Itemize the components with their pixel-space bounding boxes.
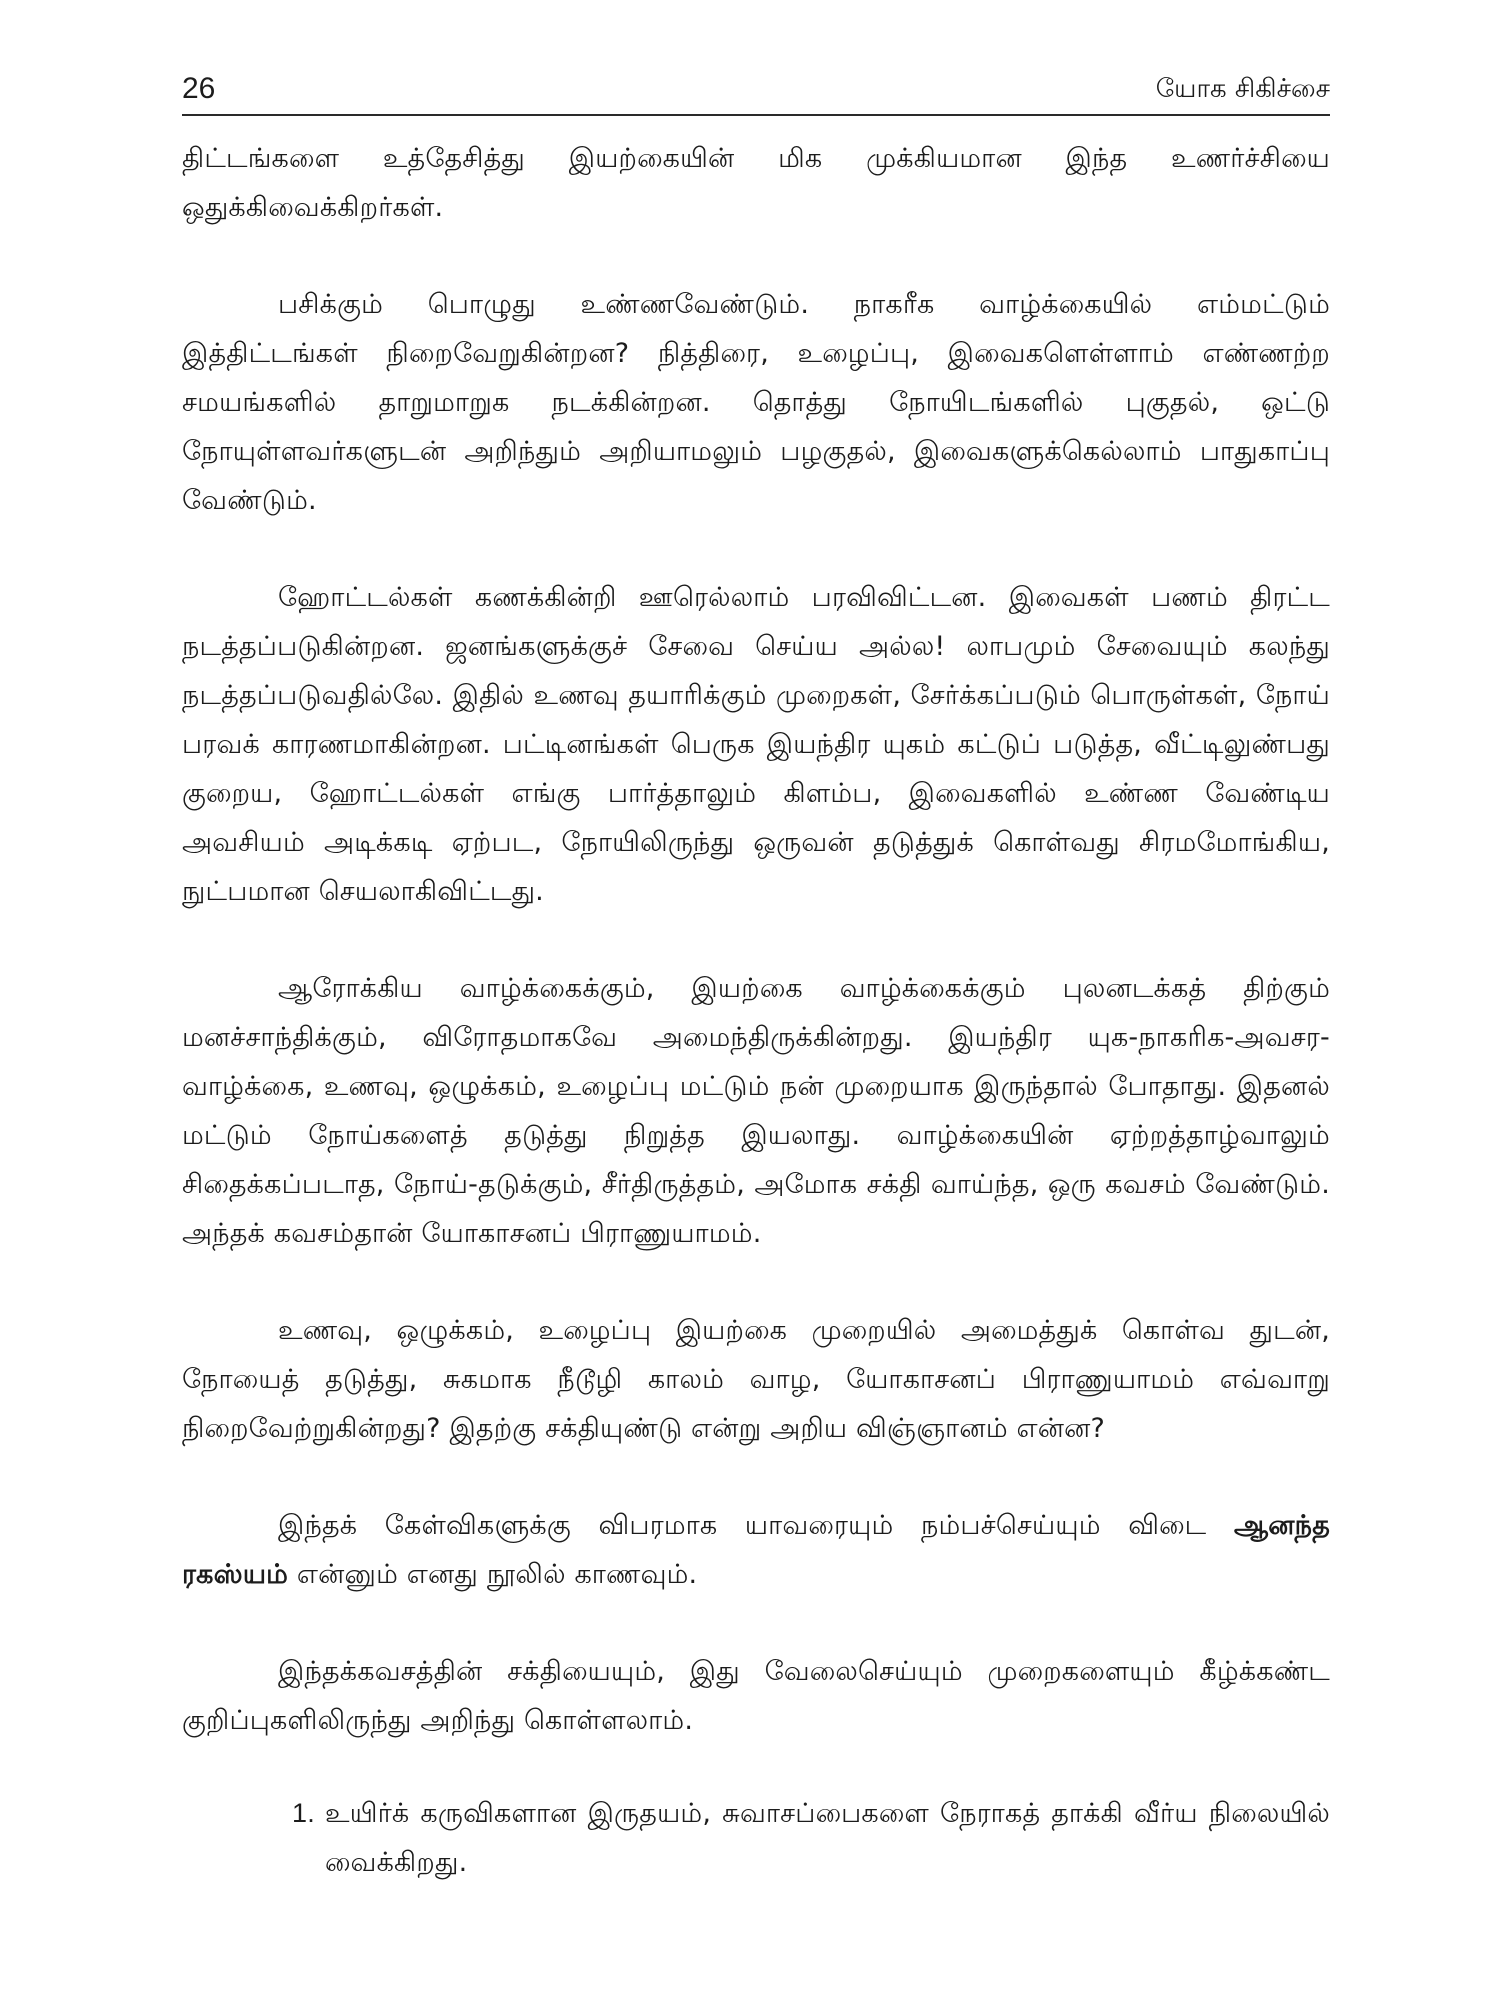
paragraph-7: இந்தக்கவசத்தின் சக்தியையும், இது வேலைசெய்யும் முறைகளையும் கீழ்க்கண்ட குறிப்புகளிலிருந்து அறிந்து கொள்ளலாம். bbox=[182, 1656, 1330, 1736]
list-item bbox=[182, 1789, 1330, 1887]
list-item-text: உயிர்க் கருவிகளான இருதயம், சுவாசப்பைகளை நேராகத் தாக்கி வீர்ய நிலையில் வைக்கிறது. bbox=[325, 1798, 1330, 1878]
paragraph-6-end: என்னும் எனது நூலில் காணவும். bbox=[288, 1559, 698, 1590]
paragraph-3: ஹோட்டல்கள் கணக்கின்றி ஊரெல்லாம் பரவிவிட்டன. இவைகள் பணம் திரட்ட நடத்தப்படுகின்றன. ஜனங்களுக்குச் சேவை செய்ய அல்ல! லாபமும் சேவையும் கலந்து நடத்தப்படுவதில்லே. இதில் உணவு தயாரிக்கும் முறைகள், சேர்க்கப்படும் பொருள்கள், நோய் பரவக் காரணமாகின்றன. பட்டினங்கள் பெருக இயந்திர யுகம் கட்டுப் படுத்த, வீட்டிலுண்பது குறைய, ஹோட்டல்கள் எங்கு பார்த்தாலும் கிளம்ப, இவைகளில் உண்ண வேண்டிய அவசியம் அடிக்கடி ஏற்பட, நோயிலிருந்து ஒருவன் தடுத்துக் கொள்வது சிரமமோங்கிய, நுட்பமான செயலாகிவிட்டது. bbox=[182, 582, 1330, 907]
paragraph-6 bbox=[182, 1501, 1330, 1599]
paragraph-6-start: இந்தக் கேள்விகளுக்கு விபரமாக யாவரையும் நம்பச்செய்யும் விடை bbox=[278, 1510, 1207, 1541]
list-item-number: 1. bbox=[292, 1798, 315, 1828]
book-page bbox=[182, 62, 1330, 1887]
running-title: யோக சிகிச்சை bbox=[1155, 74, 1330, 104]
numbered-list bbox=[182, 1789, 1330, 1887]
paragraph-2: பசிக்கும் பொழுது உண்ணவேண்டும். நாகரீக வாழ்க்கையில் எம்மட்டும் இத்திட்டங்கள் நிறைவேறுகின்றன? நித்திரை, உழைப்பு, இவைகளெள்ளாம் எண்ணற்ற சமயங்களில் தாறுமாறுக நடக்கின்றன. தொத்து நோயிடங்களில் புகுதல், ஒட்டு நோயுள்ளவர்களுடன் அறிந்தும் அறியாமலும் பழகுதல், இவைகளுக்கெல்லாம் பாதுகாப்பு வேண்டும். bbox=[182, 289, 1330, 516]
page-number: 26 bbox=[182, 72, 216, 105]
book-title-bold: ஆனந்த ரகஸ்யம் bbox=[182, 1510, 1330, 1590]
paragraph-5: உணவு, ஒழுக்கம், உழைப்பு இயற்கை முறையில் அமைத்துக் கொள்வ துடன், நோயைத் தடுத்து, சுகமாக நீடூழி காலம் வாழ, யோகாசனப் பிராணுயாமம் எவ்வாறு நிறைவேற்றுகின்றது? இதற்கு சக்தியுண்டு என்று அறிய விஞ்ஞானம் என்ன? bbox=[182, 1315, 1330, 1444]
paragraph-1: திட்டங்களை உத்தேசித்து இயற்கையின் மிக முக்கியமான இந்த உணர்ச்சியை ஒதுக்கிவைக்கிறர்கள். bbox=[182, 143, 1330, 223]
body-text bbox=[182, 134, 1330, 1887]
page-header bbox=[182, 62, 1330, 116]
paragraph-4: ஆரோக்கிய வாழ்க்கைக்கும், இயற்கை வாழ்க்கைக்கும் புலனடக்கத் திற்கும் மனச்சாந்திக்கும், விரோதமாகவே அமைந்திருக்கின்றது. இயந்திர யுக-நாகரிக-அவசர-வாழ்க்கை, உணவு, ஒழுக்கம், உழைப்பு மட்டும் நன் முறையாக இருந்தால் போதாது. இதனல் மட்டும் நோய்களைத் தடுத்து நிறுத்த இயலாது. வாழ்க்கையின் ஏற்றத்தாழ்வாலும் சிதைக்கப்படாத, நோய்-தடுக்கும், சீர்திருத்தம், அமோக சக்தி வாய்ந்த, ஒரு கவசம் வேண்டும். அந்தக் கவசம்தான் யோகாசனப் பிராணுயாமம். bbox=[182, 973, 1330, 1249]
